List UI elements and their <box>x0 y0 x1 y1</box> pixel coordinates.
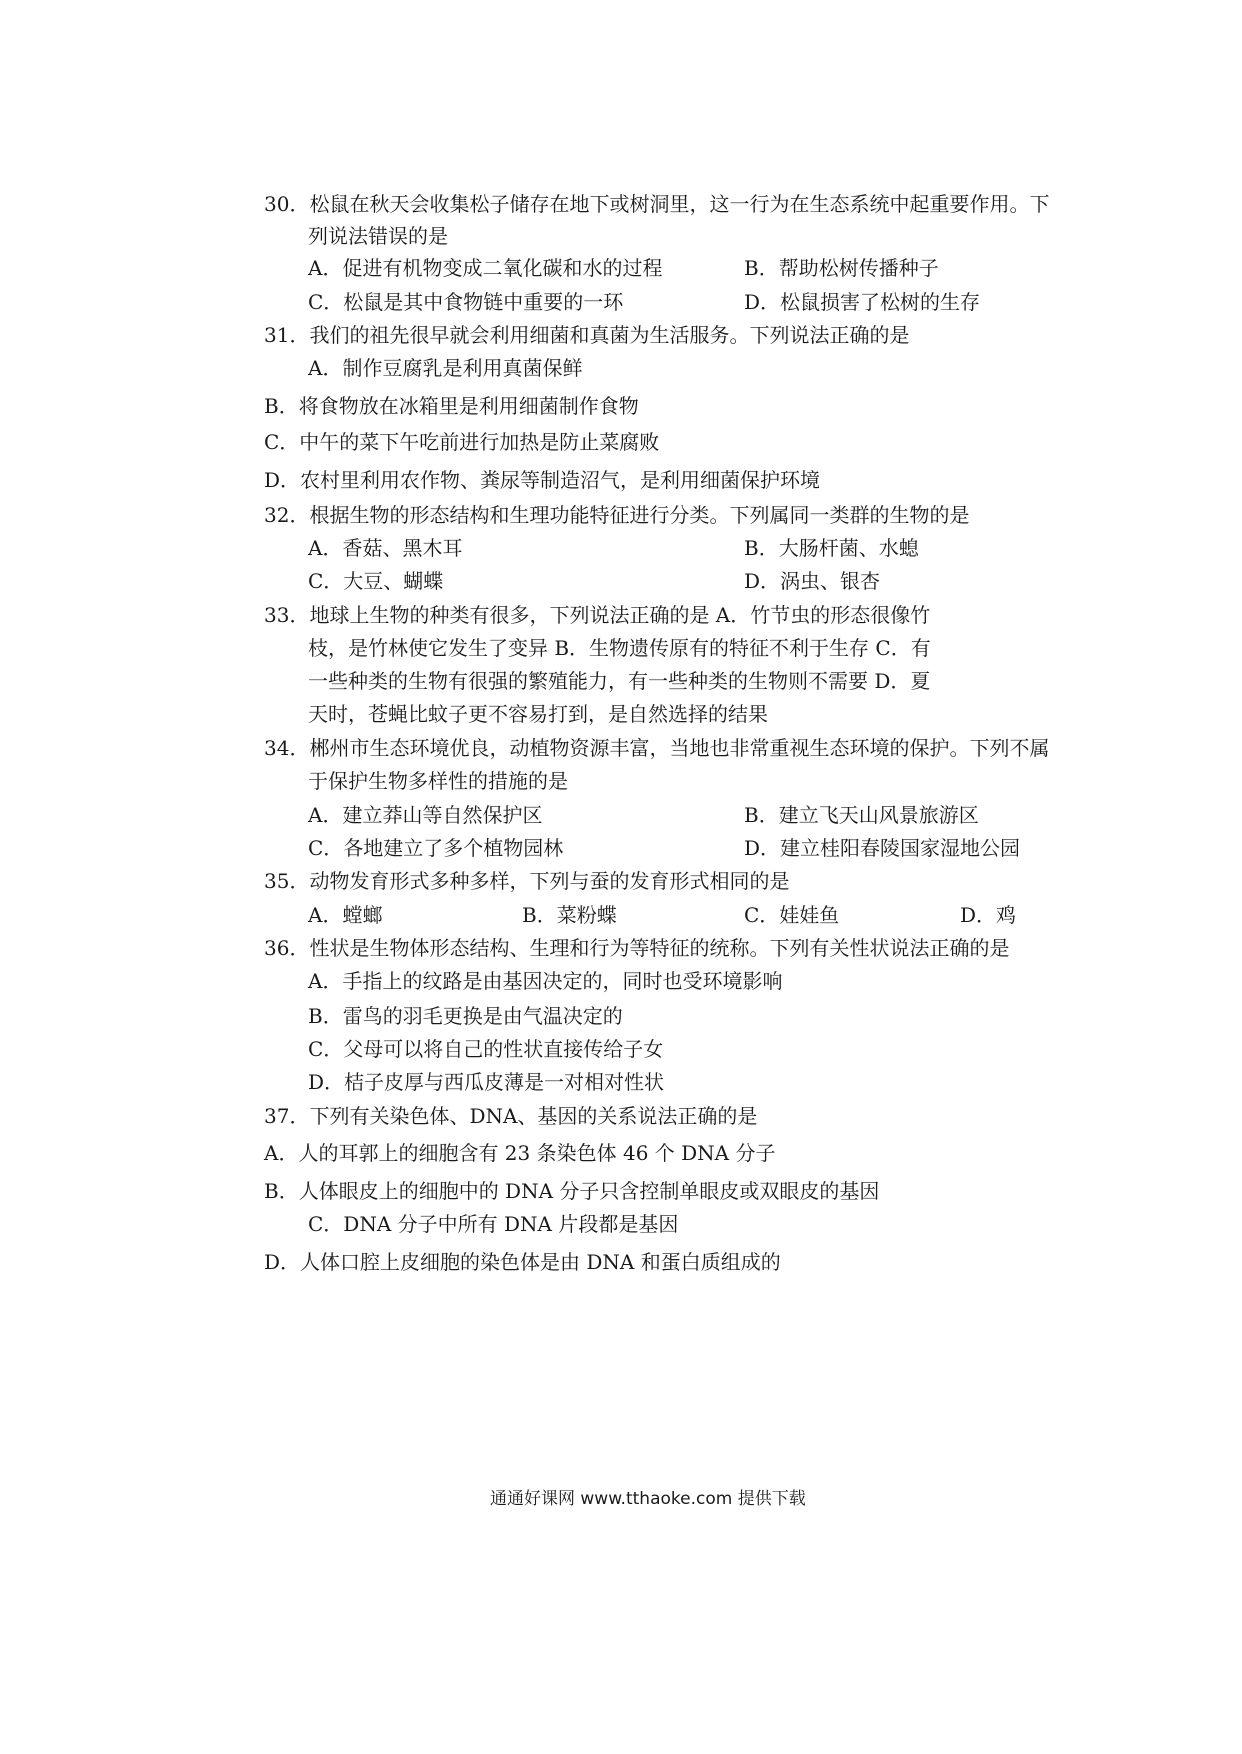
q36-option-b: B．雷鸟的羽毛更换是由气温决定的 <box>308 1004 623 1028</box>
q30-option-d: D．松鼠损害了松树的生存 <box>744 290 981 314</box>
q30-stem-line-2: 列说法错误的是 <box>308 224 448 248</box>
q30-option-c: C．松鼠是其中食物链中重要的一环 <box>308 290 624 314</box>
q37-option-d: D．人体口腔上皮细胞的染色体是由 DNA 和蛋白质组成的 <box>264 1250 781 1274</box>
q34-stem-line-2: 于保护生物多样性的措施的是 <box>308 769 568 793</box>
q34-stem-line-1: 34．郴州市生态环境优良，动植物资源丰富，当地也非常重视生态环境的保护。下列不属 <box>264 736 1050 760</box>
q36-stem-line-1: 36．性状是生物体形态结构、生理和行为等特征的统称。下列有关性状说法正确的是 <box>264 936 1010 960</box>
q34-option-d: D．建立桂阳春陵国家湿地公园 <box>744 836 1021 860</box>
q37-option-c: C．DNA 分子中所有 DNA 片段都是基因 <box>308 1212 679 1236</box>
download-footer: 通通好课网 www.tthaoke.com 提供下载 <box>490 1489 806 1509</box>
q36-option-a: A．手指上的纹路是由基因决定的，同时也受环境影响 <box>308 969 783 993</box>
q32-stem-line-1: 32．根据生物的形态结构和生理功能特征进行分类。下列属同一类群的生物的是 <box>264 503 970 527</box>
q31-option-b: B．将食物放在冰箱里是利用细菌制作食物 <box>264 394 639 418</box>
q35-stem-line-1: 35．动物发育形式多种多样，下列与蚕的发育形式相同的是 <box>264 869 790 893</box>
q33-line-3: 一些种类的生物有很强的繁殖能力，有一些种类的生物则不需要 D．夏 <box>308 669 931 693</box>
q33-line-1: 33．地球上生物的种类有很多，下列说法正确的是 A．竹节虫的形态很像竹 <box>264 603 931 627</box>
q31-stem-line-1: 31．我们的祖先很早就会利用细菌和真菌为生活服务。下列说法正确的是 <box>264 323 910 347</box>
q36-option-c: C．父母可以将自己的性状直接传给子女 <box>308 1037 664 1061</box>
q33-line-2: 枝，是竹林使它发生了变异 B．生物遗传原有的特征不利于生存 C．有 <box>308 636 931 660</box>
q37-stem-line-1: 37．下列有关染色体、DNA、基因的关系说法正确的是 <box>264 1104 758 1128</box>
q33-line-4: 天时，苍蝇比蚊子更不容易打到，是自然选择的结果 <box>308 702 768 726</box>
q31-option-a: A．制作豆腐乳是利用真菌保鲜 <box>308 356 583 380</box>
q34-option-a: A．建立莽山等自然保护区 <box>308 803 543 827</box>
q35-option-d: D．鸡 <box>960 903 1017 927</box>
q31-option-d: D．农村里利用农作物、粪尿等制造沼气，是利用细菌保护环境 <box>264 468 821 492</box>
q36-option-d: D．桔子皮厚与西瓜皮薄是一对相对性状 <box>308 1070 665 1094</box>
q32-option-d: D．涡虫、银杏 <box>744 569 881 593</box>
q32-option-c: C．大豆、蝴蝶 <box>308 569 444 593</box>
q31-option-c: C．中午的菜下午吃前进行加热是防止菜腐败 <box>264 430 660 454</box>
q34-option-c: C．各地建立了多个植物园林 <box>308 836 564 860</box>
q32-option-a: A．香菇、黑木耳 <box>308 536 463 560</box>
q32-option-b: B．大肠杆菌、水螅 <box>744 536 919 560</box>
q30-option-a: A．促进有机物变成二氧化碳和水的过程 <box>308 256 663 280</box>
q30-stem-line-1: 30．松鼠在秋天会收集松子储存在地下或树洞里，这一行为在生态系统中起重要作用。下 <box>264 192 1050 216</box>
q30-option-b: B．帮助松树传播种子 <box>744 256 939 280</box>
q35-option-c: C．娃娃鱼 <box>744 903 840 927</box>
q34-option-b: B．建立飞天山风景旅游区 <box>744 803 979 827</box>
q35-option-a: A．螳螂 <box>308 903 383 927</box>
q37-option-a: A．人的耳郭上的细胞含有 23 条染色体 46 个 DNA 分子 <box>264 1141 776 1165</box>
q35-option-b: B．菜粉蝶 <box>522 903 617 927</box>
q37-option-b: B．人体眼皮上的细胞中的 DNA 分子只含控制单眼皮或双眼皮的基因 <box>264 1179 880 1203</box>
